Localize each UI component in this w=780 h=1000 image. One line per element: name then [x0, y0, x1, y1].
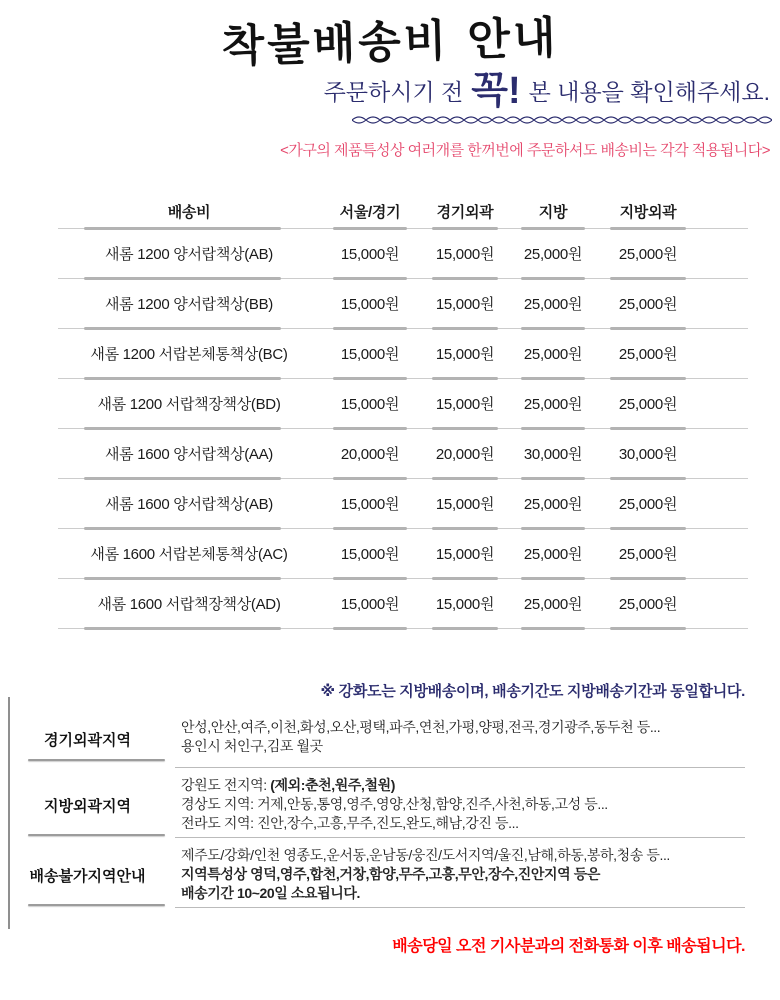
subtitle-pre: 주문하시기 전: [323, 79, 464, 105]
region-line: 안성,안산,여주,이천,화성,오산,평택,파주,연천,가평,양평,전곡,경기광주,동두천 등...: [181, 719, 661, 735]
price-province-outskirts: 25,000원: [596, 229, 700, 278]
price-gyeonggi-outskirts: 15,000원: [420, 229, 510, 278]
price-province-outskirts: 30,000원: [596, 429, 700, 478]
header-spacer: [700, 195, 748, 228]
section-province-outskirts: [0, 768, 748, 838]
price-seoul-gyeonggi: 15,000원: [320, 229, 420, 278]
shipping-fee-table: [58, 195, 748, 629]
row-spacer: [700, 579, 748, 628]
row-spacer: [700, 279, 748, 328]
price-gyeonggi-outskirts: 15,000원: [420, 529, 510, 578]
region-line: 강원도 전지역: (제외:춘천,원주,철원): [181, 777, 395, 793]
column-header: 지방: [510, 195, 596, 228]
product-name: 새롬 1200 서랍책장책상(BD): [58, 379, 320, 428]
section-label: 배송불가지역안내: [0, 838, 175, 913]
section-content: [175, 768, 748, 843]
price-province-outskirts: 25,000원: [596, 529, 700, 578]
price-province: 25,000원: [510, 329, 596, 378]
price-gyeonggi-outskirts: 15,000원: [420, 279, 510, 328]
price-gyeonggi-outskirts: 15,000원: [420, 479, 510, 528]
price-province: 25,000원: [510, 479, 596, 528]
price-seoul-gyeonggi: 15,000원: [320, 329, 420, 378]
price-province-outskirts: 25,000원: [596, 329, 700, 378]
wavy-underline-decoration: [352, 114, 772, 126]
region-line: 지역특성상 영덕,영주,합천,거창,함양,무주,고흥,무안,장수,진안지역 등은: [181, 866, 600, 882]
subtitle: [324, 72, 770, 110]
table-row: [58, 379, 748, 429]
column-header: 지방외곽: [596, 195, 700, 228]
product-name: 새롬 1600 서랍본체통책상(AC): [58, 529, 320, 578]
price-province-outskirts: 25,000원: [596, 579, 700, 628]
table-row: [58, 479, 748, 529]
price-gyeonggi-outskirts: 20,000원: [420, 429, 510, 478]
table-row: [58, 429, 748, 479]
price-province-outskirts: 25,000원: [596, 379, 700, 428]
region-line: 용인시 처인구,김포 월곳: [181, 738, 323, 754]
row-spacer: [700, 529, 748, 578]
price-seoul-gyeonggi: 15,000원: [320, 529, 420, 578]
price-province: 25,000원: [510, 229, 596, 278]
column-header: 경기외곽: [420, 195, 510, 228]
row-spacer: [700, 229, 748, 278]
price-province-outskirts: 25,000원: [596, 279, 700, 328]
product-name: 새롬 1200 양서랍책상(BB): [58, 279, 320, 328]
product-name: 새롬 1200 서랍본체통책상(BC): [58, 329, 320, 378]
per-item-fee-notice: <가구의 제품특성상 여러개를 한꺼번에 주문하셔도 배송비는 각각 적용됩니다>: [280, 142, 770, 159]
price-province: 25,000원: [510, 379, 596, 428]
table-row: [58, 229, 748, 279]
price-province: 25,000원: [510, 579, 596, 628]
product-name: 새롬 1200 양서랍책상(AB): [58, 229, 320, 278]
price-gyeonggi-outskirts: 15,000원: [420, 379, 510, 428]
subtitle-post: 본 내용을 확인해주세요.: [528, 79, 770, 105]
price-gyeonggi-outskirts: 15,000원: [420, 579, 510, 628]
section-gyeonggi-outskirts: [0, 710, 748, 768]
price-province: 25,000원: [510, 279, 596, 328]
table-row: [58, 579, 748, 629]
column-header: 배송비: [58, 195, 320, 228]
region-line: 배송기간 10~20일 소요됩니다.: [181, 885, 361, 901]
region-line: 제주도/강화/인천 영종도,운서동,운남동/웅진/도서지역/울진,남해,하동,봉하,청송 등...: [181, 847, 670, 863]
table-header-row: [58, 195, 748, 229]
section-content: [175, 710, 748, 768]
price-province: 30,000원: [510, 429, 596, 478]
section-label: 지방외곽지역: [0, 768, 175, 843]
delivery-call-notice: 배송당일 오전 기사분과의 전화통화 이후 배송됩니다.: [392, 938, 745, 955]
row-spacer: [700, 429, 748, 478]
product-name: 새롬 1600 양서랍책상(AA): [58, 429, 320, 478]
price-seoul-gyeonggi: 15,000원: [320, 479, 420, 528]
table-row: [58, 279, 748, 329]
price-seoul-gyeonggi: 15,000원: [320, 379, 420, 428]
section-undeliverable-areas: [0, 838, 748, 908]
column-header: 서울/경기: [320, 195, 420, 228]
price-gyeonggi-outskirts: 15,000원: [420, 329, 510, 378]
region-info: [0, 710, 748, 908]
section-content: [175, 838, 748, 913]
table-row: [58, 329, 748, 379]
product-name: 새롬 1600 서랍책장책상(AD): [58, 579, 320, 628]
subtitle-emphasis: 꼭!: [471, 70, 521, 112]
row-spacer: [700, 329, 748, 378]
price-seoul-gyeonggi: 15,000원: [320, 579, 420, 628]
row-spacer: [700, 479, 748, 528]
page-title: 착불배송비 안내: [221, 12, 560, 73]
price-seoul-gyeonggi: 15,000원: [320, 279, 420, 328]
row-spacer: [700, 379, 748, 428]
ganghwa-delivery-note: ※ 강화도는 지방배송이며, 배송기간도 지방배송기간과 동일합니다.: [320, 683, 745, 700]
price-province-outskirts: 25,000원: [596, 479, 700, 528]
product-name: 새롬 1600 양서랍책상(AB): [58, 479, 320, 528]
region-line: 전라도 지역: 진안,장수,고흥,무주,진도,완도,해남,강진 등...: [181, 815, 519, 831]
price-seoul-gyeonggi: 20,000원: [320, 429, 420, 478]
section-label: 경기외곽지역: [0, 710, 175, 768]
region-line: 경상도 지역: 거제,안동,통영,영주,영양,산청,함양,진주,사천,하동,고성 등...: [181, 796, 608, 812]
price-province: 25,000원: [510, 529, 596, 578]
table-row: [58, 529, 748, 579]
